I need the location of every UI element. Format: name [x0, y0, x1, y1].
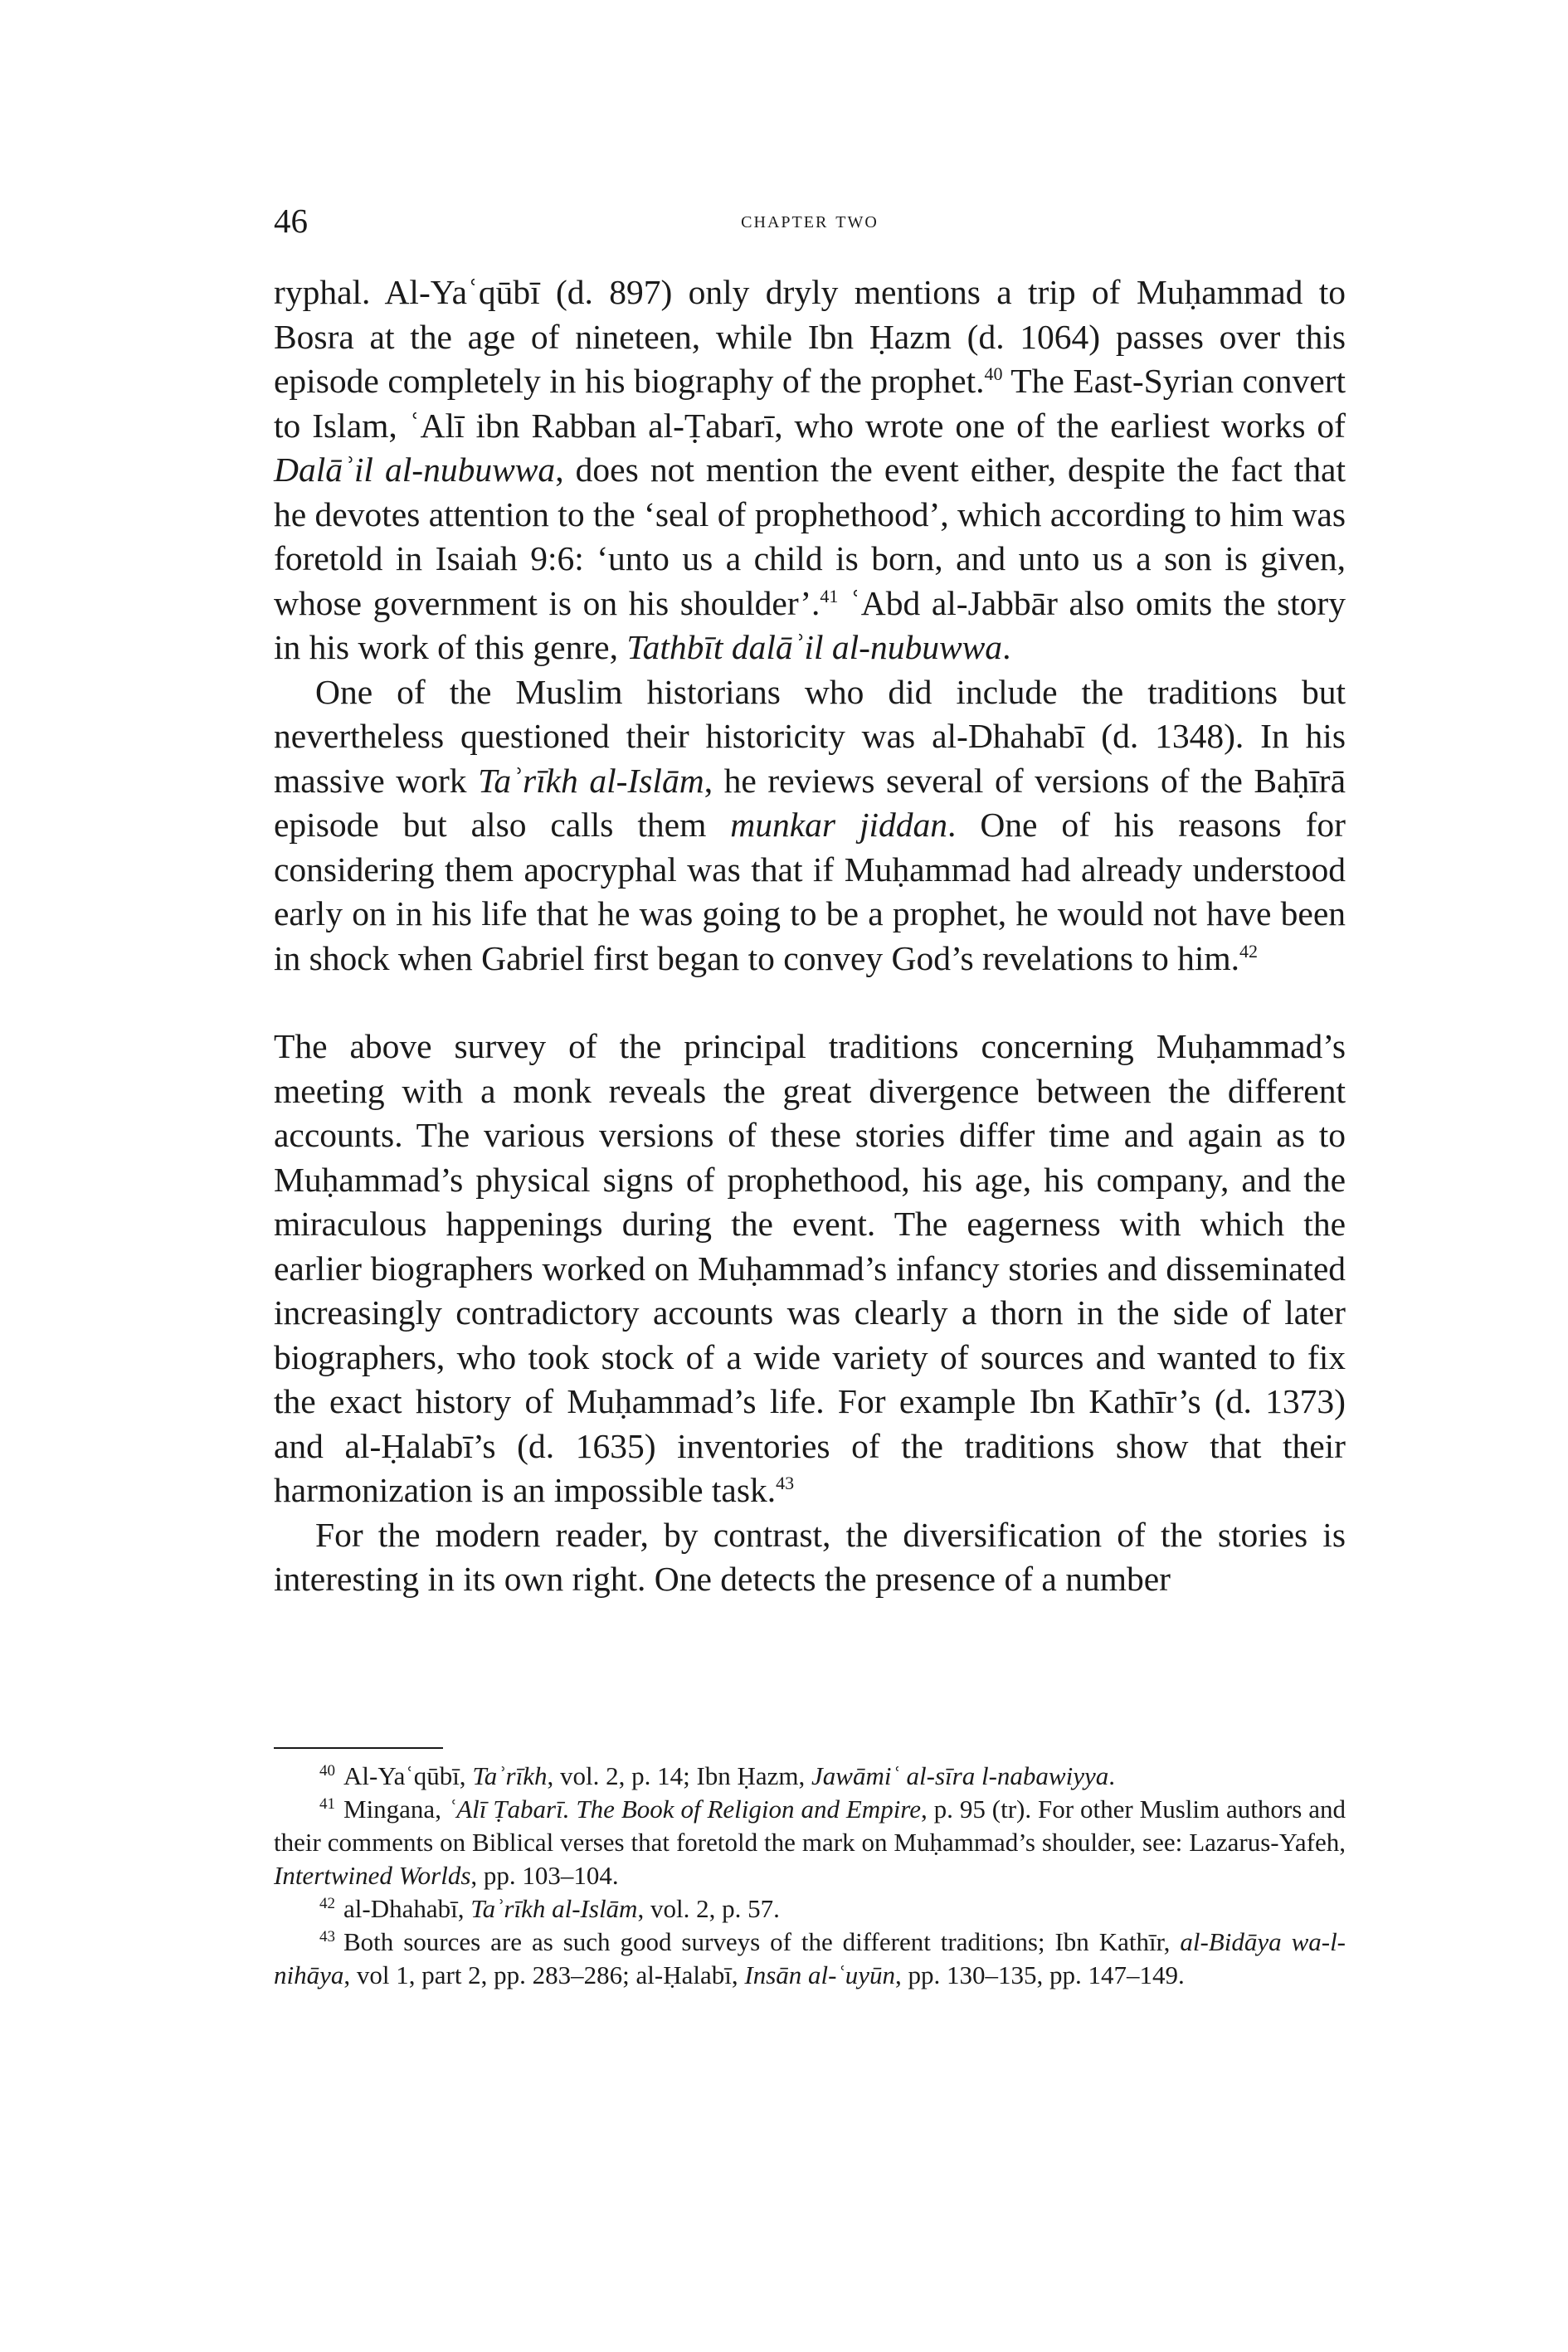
footnote-ref-41[interactable]: 41 [820, 585, 839, 606]
page-header [274, 196, 1346, 246]
footnote-number: 41 [319, 1795, 335, 1813]
footnote-ref-40[interactable]: 40 [984, 363, 1003, 384]
footnote-number: 43 [319, 1928, 335, 1945]
footnote-ref-42[interactable]: 42 [1239, 940, 1259, 962]
running-head: chapter two [741, 207, 879, 233]
footnote-number: 42 [319, 1895, 335, 1912]
footnote-43: $^{43}$ Both sources are as such good surveys of the different traditions; Ibn Kathīr, al-Bidāya wa-l-nihāya, vol 1, part 2, pp. 283–286; al-Ḥalabī, Insān al-ʿuyūn, pp. 130–135, pp. 147–149. [274, 1927, 1346, 1989]
paragraph-4: For the modern reader, by contrast, the diversification of the stories is interesting in its own right. One detects the presence of a number [274, 1515, 1346, 1598]
footnote-41: $^{41}$ Mingana, ʿAlī Ṭabarī. The Book of Religion and Empire, p. 95 (tr). For other Muslim authors and their comments on Biblical verses that foretold the mark on Muḥammad’s shoulder, see: Lazarus-Yafeh, Intertwined Worlds, pp. 103–104. [274, 1794, 1346, 1890]
paragraph-3: The above survey of the principal traditions concerning Muḥammad’s meeting with a monk reveals the great divergence between the different accounts. The various versions of these stories differ time and again as to Muḥammad’s physical signs of prophethood, his age, his company, and the miraculous happenings during the event. The eagerness with which the earlier biographers worked on Muḥammad’s infancy stories and disseminated increasingly contradictory accounts was clearly a thorn in the side of later biographers, who took stock of a wide variety of sources and wanted to fix the exact history of Muḥammad’s life. For example Ibn Kathīr’s (d. 1373) and al-Ḥalabī’s (d. 1635) inventories of the traditions show that their harmonization is an impossible task.$^{43}$ [274, 1027, 1346, 1509]
footnote-number: 40 [319, 1762, 335, 1780]
paragraph-2: One of the Muslim historians who did include the traditions but nevertheless questioned their historicity was al-Dhahabī (d. 1348). In his massive work Taʾrīkh al-Islām, he reviews several of versions of the Baḥīrā episode but also calls them munkar jiddan. One of his reasons for considering them apocryphal was that if Muḥammad had already understood early on in his life that he was going to be a prophet, he would not have been in shock when Gabriel first began to convey God’s revelations to him.$^{42}$ [274, 672, 1346, 977]
paragraph-1: ryphal. Al-Yaʿqūbī (d. 897) only dryly mentions a trip of Muḥammad to Bosra at the age of nineteen, while Ibn Ḥazm (d. 1064) passes over this episode completely in his biography of the prophet.$^{40}$ The East-Syrian convert to Islam, ʿAlī ibn Rabban al-Ṭabarī, who wrote one of the earliest works of Dalāʾil al-nubuwwa, does not mention the event either, despite the fact that he devotes attention to the ‘seal of prophethood’, which according to him was foretold in Isaiah 9:6: ‘unto us a child is born, and unto us a son is given, whose government is on his shoulder’.$^{41}$ ʿAbd al-Jabbār also omits the story in his work of this genre, Tathbīt dalāʾil al-nubuwwa. [274, 273, 1346, 666]
page-number: 46 [274, 202, 308, 240]
footnote-separator [274, 1747, 443, 1749]
footnote-ref-43[interactable]: 43 [776, 1473, 795, 1493]
footnotes [274, 1760, 1346, 1992]
body-text [274, 270, 1346, 1602]
footnote-40: $^{40}$ Al-Yaʿqūbī, Taʾrīkh, vol. 2, p. 14; Ibn Ḥazm, Jawāmiʿ al-sīra l-nabawiyya. [319, 1761, 1115, 1790]
footnote-42: $^{42}$ al-Dhahabī, Taʾrīkh al-Islām, vol. 2, p. 57. [319, 1894, 780, 1923]
